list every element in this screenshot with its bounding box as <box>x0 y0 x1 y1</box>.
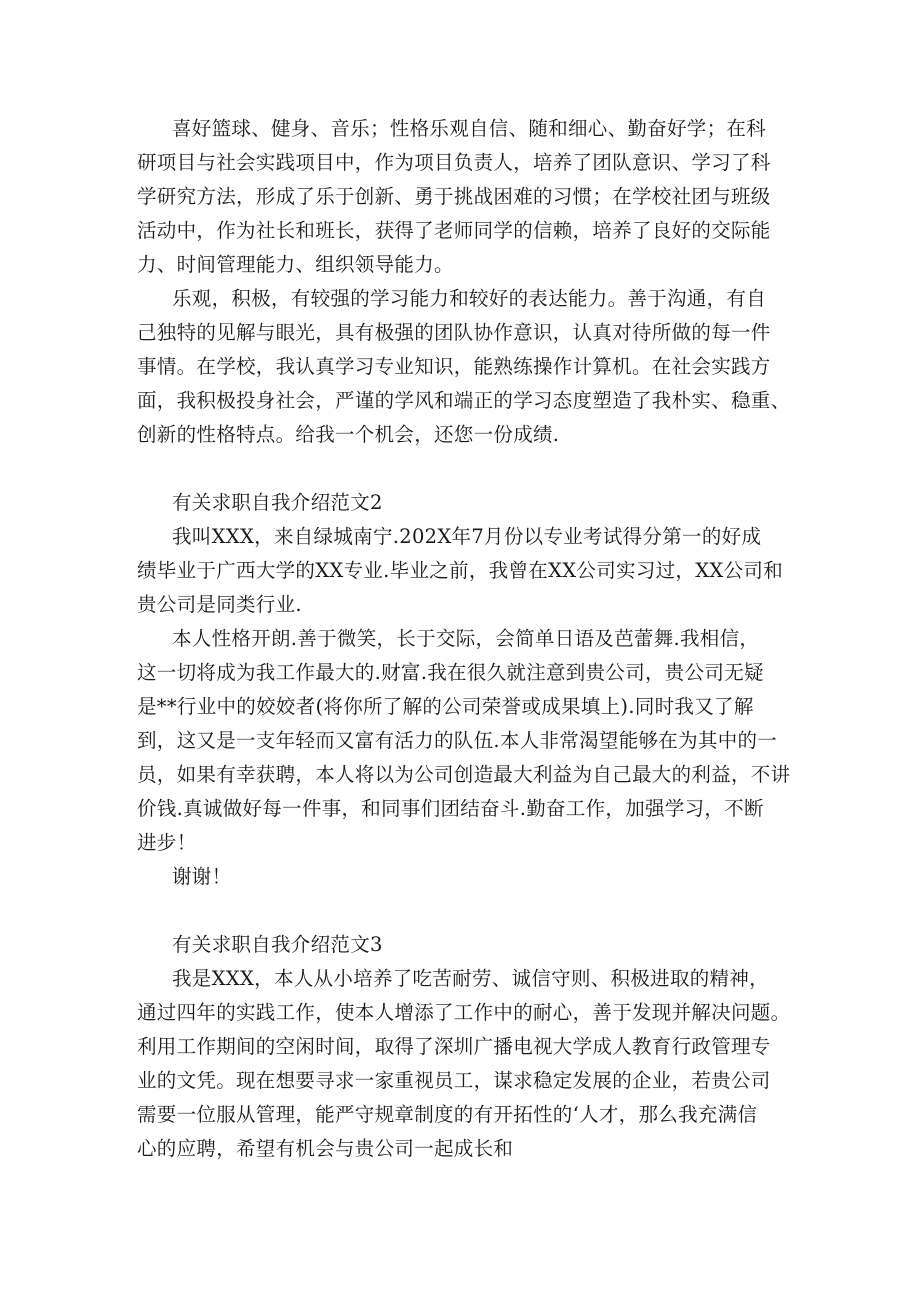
text-line: 己独特的见解与眼光，具有极强的团队协作意识，认真对待所做的每一件 <box>137 321 771 344</box>
paragraph-personality <box>137 282 791 452</box>
text-line: 我是XXX，本人从小培养了吃苦耐劳、诚信守则、积极进取的精神， <box>172 967 769 990</box>
text-line: 创新的性格特点。给我一个机会，还您一份成绩. <box>137 423 560 446</box>
text-line: 心的应聘，希望有机会与贵公司一起成长和 <box>137 1137 514 1160</box>
text-line: 贵公司是同类行业. <box>137 593 302 616</box>
text-line: 这一切将成为我工作最大的.财富.我在很久就注意到贵公司，贵公司无疑 <box>137 661 764 684</box>
text-line: 面，我积极投身社会，严谨的学风和端正的学习态度塑造了我朴实、稳重、 <box>137 389 791 412</box>
text-line: 通过四年的实践工作，使本人增添了工作中的耐心，善于发现并解决问题。 <box>137 1001 791 1024</box>
text-line: 谢谢！ <box>172 865 232 888</box>
paragraph-thanks <box>137 860 787 894</box>
text-line: 力、时间管理能力、组织领导能力。 <box>137 253 454 276</box>
text-line: 利用工作期间的空闲时间，取得了深圳广播电视大学成人教育行政管理专 <box>137 1035 771 1058</box>
section-3 <box>137 928 791 1166</box>
section-2 <box>137 486 791 894</box>
text-line: 业的文凭。现在想要寻求一家重视员工，谋求稳定发展的企业，若贵公司 <box>137 1069 771 1092</box>
text-line: 乐观，积极，有较强的学习能力和较好的表达能力。善于沟通，有自 <box>172 287 767 310</box>
text-line: 学研究方法，形成了乐于创新、勇于挑战困难的习惯；在学校社团与班级 <box>137 185 771 208</box>
text-line: 是**行业中的姣姣者(将你所了解的公司荣誉或成果填上).同时我又了解 <box>137 695 754 718</box>
text-line: 绩毕业于广西大学的XX专业.毕业之前，我曾在XX公司实习过，XX公司和 <box>137 559 783 582</box>
text-line: 研项目与社会实践项目中，作为项目负责人，培养了团队意识、学习了科 <box>137 151 771 174</box>
paragraph-hobbies <box>137 112 787 282</box>
section-heading: 有关求职自我介绍范文3 <box>172 933 383 956</box>
text-line: 活动中，作为社长和班长，获得了老师同学的信赖，培养了良好的交际能 <box>137 219 771 242</box>
text-line: 本人性格开朗.善于微笑，长于交际，会简单日语及芭蕾舞.我相信， <box>172 627 760 650</box>
section-heading: 有关求职自我介绍范文2 <box>172 491 383 514</box>
section-1 <box>137 112 791 452</box>
text-line: 到，这又是一支年轻而又富有活力的队伍.本人非常渴望能够在为其中的一 <box>137 729 778 752</box>
paragraph-intro <box>137 520 787 622</box>
text-line: 员，如果有幸获聘，本人将以为公司创造最大利益为自己最大的利益，不讲 <box>137 763 791 786</box>
paragraph-experience <box>137 962 791 1166</box>
text-line: 事情。在学校，我认真学习专业知识，能熟练操作计算机。在社会实践方 <box>137 355 771 378</box>
text-line: 我叫XXX，来自绿城南宁.202X年7月份以专业考试得分第一的好成 <box>172 525 762 548</box>
paragraph-character <box>137 622 791 860</box>
text-line: 喜好篮球、健身、音乐；性格乐观自信、随和细心、勤奋好学；在科 <box>172 117 767 140</box>
text-line: 进步！ <box>137 831 197 854</box>
section-gap <box>137 894 787 928</box>
document-page <box>137 112 791 1166</box>
text-line: 需要一位服从管理，能严守规章制度的有开拓性的‘人才，那么我充满信 <box>137 1103 758 1126</box>
section-gap <box>137 452 787 486</box>
text-line: 价钱.真诚做好每一件事，和同事们团结奋斗.勤奋工作，加强学习，不断 <box>137 797 764 820</box>
